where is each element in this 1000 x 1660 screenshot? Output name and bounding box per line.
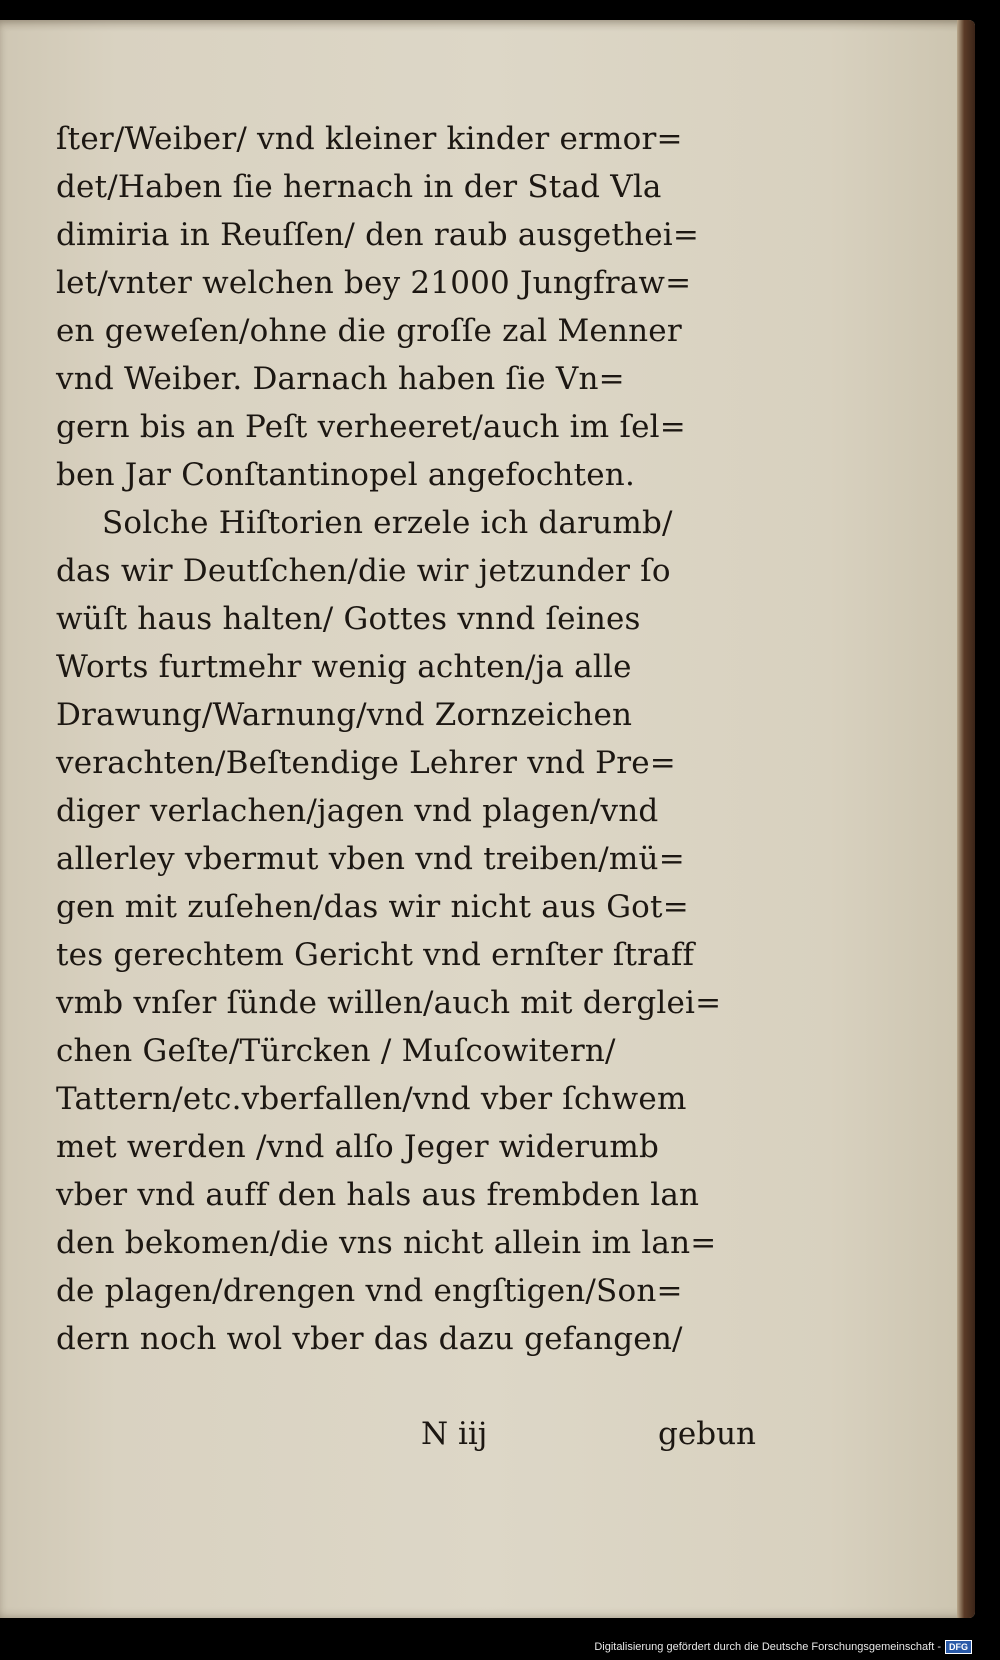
text-line: das wir Deutſchen/die wir jetzunder ſo	[56, 553, 671, 589]
signature-mark: N iij	[421, 1416, 488, 1452]
text-line: vnd Weiber. Darnach haben ſie Vn=	[56, 361, 625, 397]
text-line: allerley vbermut vben vnd treiben/mü=	[56, 841, 685, 877]
text-line: let/vnter welchen bey 21000 Jungfraw=	[56, 265, 692, 301]
text-line: en geweſen/ohne die groſſe zal Menner	[56, 313, 682, 349]
text-line: den bekomen/die vns nicht allein im lan=	[56, 1225, 717, 1261]
book-spine-edge	[957, 20, 975, 1618]
text-line: det/Haben ſie hernach in der Stad Vla	[56, 169, 662, 205]
catchword: gebun	[658, 1416, 756, 1452]
text-line: verachten/Beſtendige Lehrer vnd Pre=	[56, 745, 676, 781]
text-line: chen Geſte/Türcken / Muſcowitern/	[56, 1033, 616, 1069]
text-line: Drawung/Warnung/vnd Zornzeichen	[56, 697, 633, 733]
text-line: met werden /vnd alſo Jeger widerumb	[56, 1129, 660, 1165]
text-line: gen mit zuſehen/das wir nicht aus Got=	[56, 889, 689, 925]
page-footer	[56, 1410, 756, 1458]
text-line: wüſt haus halten/ Gottes vnnd ſeines	[56, 601, 641, 637]
text-line: tes gerechtem Gericht vnd ernſter ſtraff	[56, 937, 695, 973]
digitization-credit	[594, 1640, 972, 1654]
text-line: gern bis an Peſt verheeret/auch im ſel=	[56, 409, 686, 445]
text-line: dern noch wol vber das dazu gefangen/	[56, 1321, 683, 1357]
text-line: Tattern/etc.vberfallen/vnd vber ſchwem	[56, 1081, 687, 1117]
text-line: dimiria in Reuſſen/ den raub ausgethei=	[56, 217, 700, 253]
text-line: ben Jar Conſtantinopel angefochten.	[56, 457, 636, 493]
book-page	[0, 20, 975, 1618]
text-line: ſter/Weiber/ vnd kleiner kinder ermor=	[56, 121, 683, 157]
text-line: vber vnd auff den hals aus frembden lan	[56, 1177, 700, 1213]
text-line: de plagen/drengen vnd engſtigen/Son=	[56, 1273, 683, 1309]
dfg-logo: DFG	[945, 1640, 972, 1654]
text-line: Worts furtmehr wenig achten/ja alle	[56, 649, 632, 685]
body-text	[56, 115, 756, 1363]
text-line: diger verlachen/jagen vnd plagen/vnd	[56, 793, 659, 829]
text-line: Solche Hiſtorien erzele ich darumb/	[102, 505, 673, 541]
credit-text: Digitalisierung gefördert durch die Deutsche Forschungsgemeinschaft -	[594, 1641, 941, 1653]
text-line: vmb vnſer ſünde willen/auch mit derglei=	[56, 985, 722, 1021]
